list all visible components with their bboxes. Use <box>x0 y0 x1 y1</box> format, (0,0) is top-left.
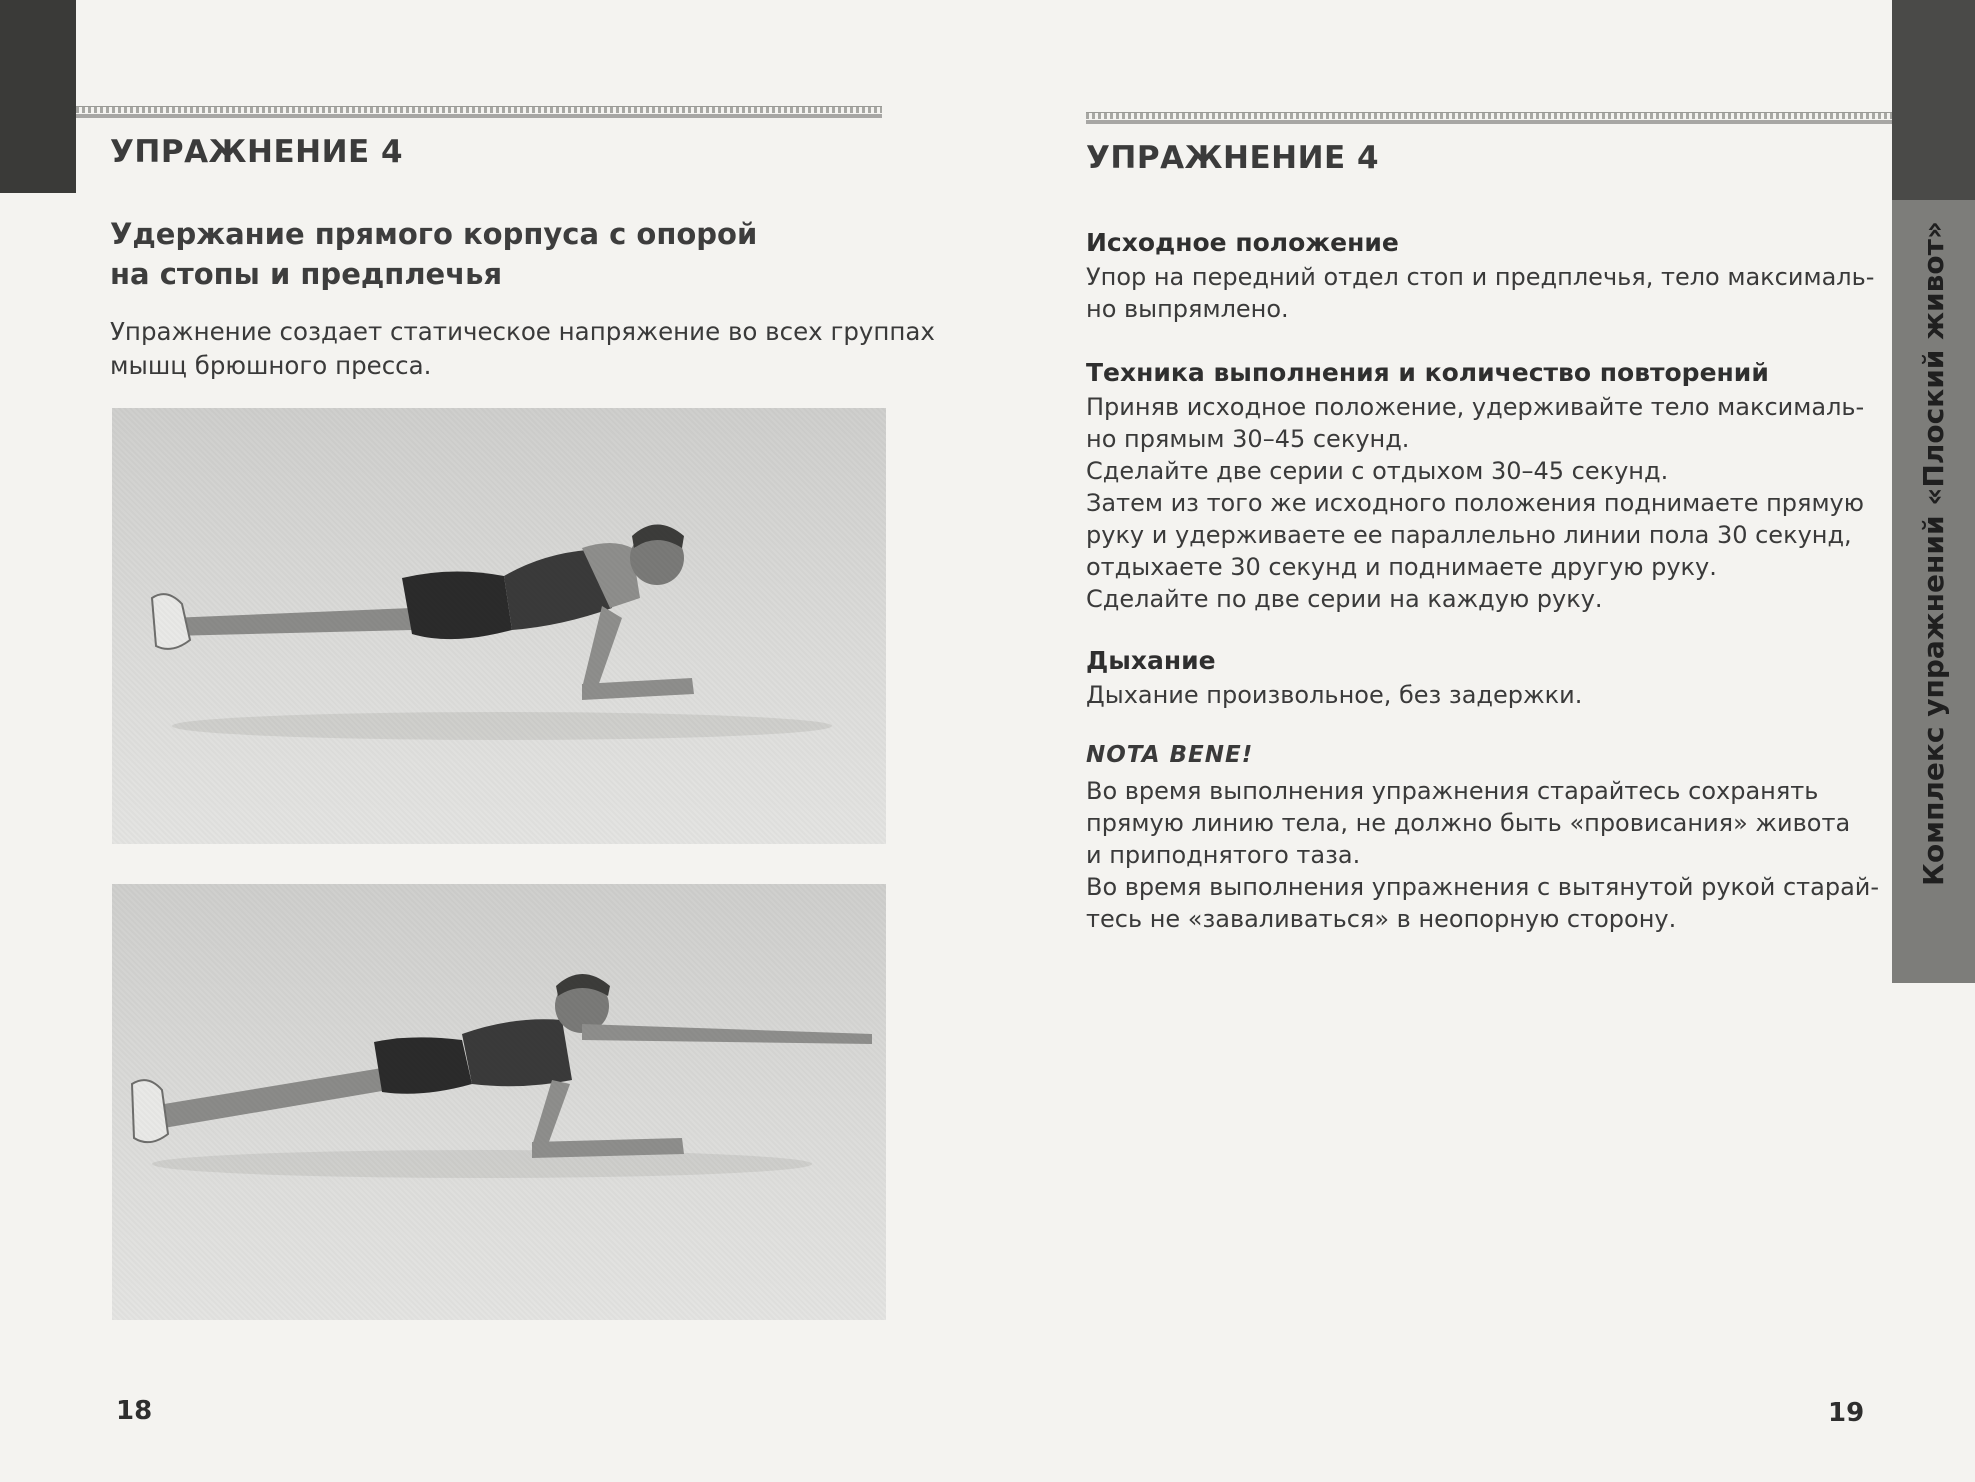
section-title-technique: Техника выполнения и количество повторений <box>1086 358 1769 387</box>
nota-bene-title: NOTA BENE! <box>1086 742 1254 768</box>
page-number-left: 18 <box>116 1396 153 1426</box>
header-band-left <box>76 114 882 118</box>
nota-bene-line-1: Во время выполнения упражнения старайтесь сохранять <box>1086 777 1819 805</box>
technique-line-1: Приняв исходное положение, удерживайте тело максималь- <box>1086 393 1865 421</box>
plank-figure-illustration <box>112 408 886 844</box>
plank-arm-figure-illustration <box>112 884 886 1320</box>
technique-line-2: но прямым 30–45 секунд. <box>1086 425 1410 453</box>
start-position-line-2: но выпрямлено. <box>1086 295 1289 323</box>
start-position-line-1: Упор на передний отдел стоп и предплечья, тело максималь- <box>1086 263 1875 291</box>
nota-bene-line-4: Во время выполнения упражнения с вытянутой рукой старай- <box>1086 873 1880 901</box>
right-page <box>988 0 1975 1482</box>
corner-tab-left <box>0 0 76 193</box>
nota-bene-line-5: тесь не «заваливаться» в неопорную сторону. <box>1086 905 1677 933</box>
nota-bene-line-3: и приподнятого таза. <box>1086 841 1361 869</box>
header-rule-right <box>1086 112 1892 119</box>
exercise-heading-left: УПРАЖНЕНИЕ 4 <box>110 134 404 170</box>
exercise-heading-right: УПРАЖНЕНИЕ 4 <box>1086 140 1380 176</box>
photo-plank-arm-raise <box>112 884 886 1320</box>
technique-line-7: Сделайте по две серии на каждую руку. <box>1086 585 1603 613</box>
side-tab-label <box>1892 200 1975 906</box>
header-rule-left <box>76 106 882 113</box>
technique-line-5: руку и удерживаете ее параллельно линии пола 30 секунд, <box>1086 521 1852 549</box>
section-title-start-position: Исходное положение <box>1086 228 1399 257</box>
nota-bene-line-2: прямую линию тела, не должно быть «провисания» живота <box>1086 809 1851 837</box>
page-number-right: 19 <box>1828 1398 1865 1428</box>
side-tab-text: Комплекс упражнений «Плоский живот» <box>1917 220 1951 886</box>
technique-line-4: Затем из того же исходного положения поднимаете прямую <box>1086 489 1864 517</box>
technique-line-6: отдыхаете 30 секунд и поднимаете другую руку. <box>1086 553 1717 581</box>
breathing-line-1: Дыхание произвольное, без задержки. <box>1086 681 1583 709</box>
exercise-subtitle-line-2: на стопы и предплечья <box>110 257 503 291</box>
exercise-subtitle-line-1: Удержание прямого корпуса с опорой <box>110 217 758 251</box>
header-band-right <box>1086 120 1892 124</box>
section-title-breathing: Дыхание <box>1086 646 1216 675</box>
exercise-intro-line-2: мышц брюшного пресса. <box>110 351 432 380</box>
photo-forearm-plank <box>112 408 886 844</box>
technique-line-3: Сделайте две серии с отдыхом 30–45 секунд. <box>1086 457 1669 485</box>
exercise-intro-line-1: Упражнение создает статическое напряжение во всех группах <box>110 317 935 346</box>
